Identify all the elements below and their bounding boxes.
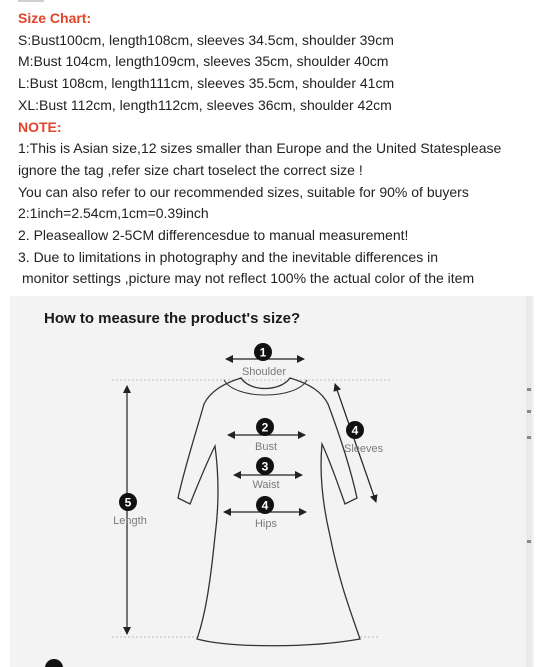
note-line: monitor settings ,picture may not reflect 100% the actual color of the item xyxy=(22,270,475,287)
badge-sleeves-number: 4 xyxy=(351,423,359,438)
note-line: 2. Pleaseallow 2-5CM differencesdue to manual measurement! xyxy=(18,227,409,244)
note-line: 3. Due to limitations in photography and the inevitable differences in xyxy=(18,248,439,265)
note-line: 1:This is Asian size,12 sizes smaller than Europe and the United Statesplease xyxy=(18,140,502,157)
size-row-s: S:Bust100cm, length108cm, sleeves 34.5cm, shoulder 39cm xyxy=(18,31,394,48)
bust-label: Bust xyxy=(254,441,278,453)
note-line: ignore the tag ,refer size chart toselect the correct size ! xyxy=(18,161,363,178)
note-line: 2:1inch=2.54cm,1cm=0.39inch xyxy=(18,205,209,222)
scrollbar-track[interactable] xyxy=(526,296,532,667)
length-label: Length xyxy=(113,515,147,527)
next-badge-cut xyxy=(45,659,63,667)
scroll-mark xyxy=(527,436,531,439)
scroll-mark xyxy=(527,540,531,543)
size-chart-heading: Size Chart: xyxy=(18,10,92,26)
note-heading: NOTE: xyxy=(18,118,62,135)
badge-length-number: 5 xyxy=(124,495,132,510)
badge-shoulder-number: 1 xyxy=(259,345,267,360)
size-row-m: M:Bust 104cm, length109cm, sleeves 35cm, shoulder 40cm xyxy=(18,53,389,70)
size-row-xl: XL:Bust 112cm, length112cm, sleeves 36cm, shoulder 42cm xyxy=(18,96,392,113)
shoulder-label: Shoulder xyxy=(241,366,287,378)
top-divider xyxy=(18,0,44,2)
size-row-l: L:Bust 108cm, length111cm, sleeves 35.5cm, shoulder 41cm xyxy=(18,75,395,92)
badge-bust-number: 2 xyxy=(261,420,269,435)
dress-diagram xyxy=(10,296,534,667)
figure-title: How to measure the product's size? xyxy=(44,310,301,327)
sleeves-label: Sleeves xyxy=(344,443,384,455)
scroll-mark xyxy=(527,388,531,391)
badge-hips-number: 4 xyxy=(261,498,269,513)
hips-label: Hips xyxy=(254,518,278,530)
product-description xyxy=(18,8,538,290)
waist-label: Waist xyxy=(252,479,280,491)
note-line: You can also refer to our recommended sizes, suitable for 90% of buyers xyxy=(18,183,469,200)
badge-waist-number: 3 xyxy=(261,459,269,474)
scroll-mark xyxy=(527,410,531,413)
measurement-figure xyxy=(10,296,534,667)
